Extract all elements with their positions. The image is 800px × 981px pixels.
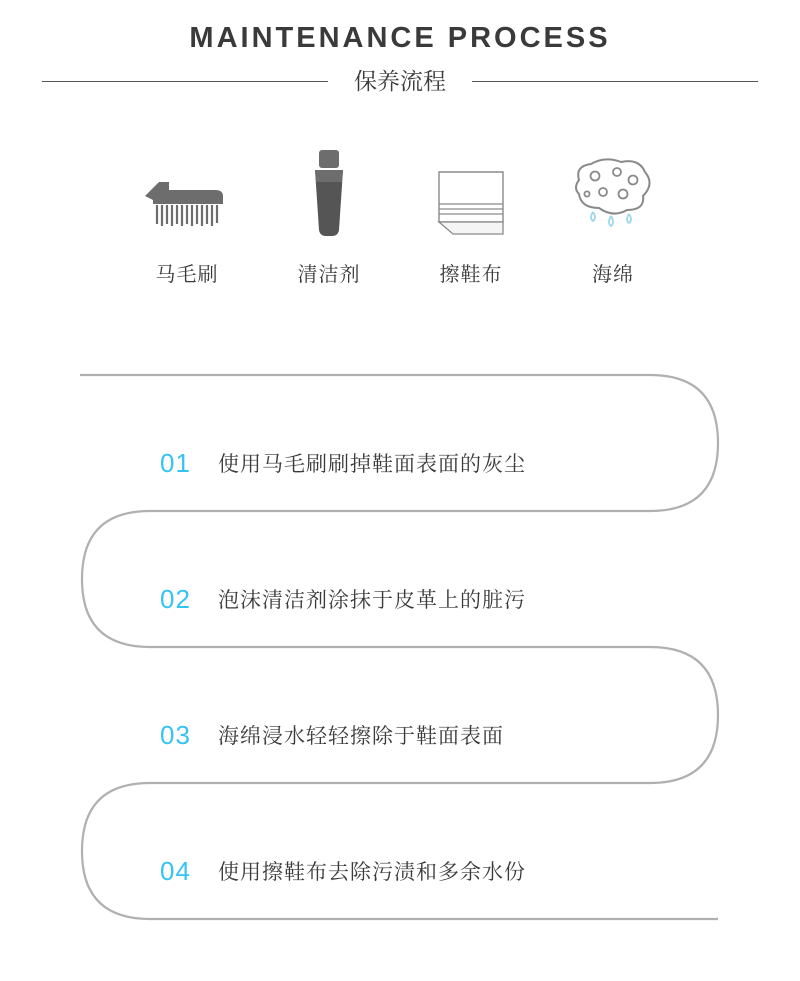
sponge-icon bbox=[565, 144, 661, 240]
step-number: 01 bbox=[160, 447, 191, 478]
tool-item bbox=[258, 144, 400, 287]
tool-item bbox=[116, 144, 258, 287]
step-text: 使用马毛刷刷掉鞋面表面的灰尘 bbox=[218, 453, 526, 476]
steps-section bbox=[0, 367, 800, 927]
brush-icon bbox=[139, 144, 235, 240]
page-header bbox=[0, 0, 800, 96]
cloth-icon bbox=[423, 144, 519, 240]
divider-right bbox=[472, 81, 758, 82]
tool-label: 马毛刷 bbox=[155, 264, 219, 286]
tool-item bbox=[542, 144, 684, 287]
tools-row bbox=[0, 144, 800, 287]
step-row bbox=[160, 579, 526, 619]
step-text: 海绵浸水轻轻擦除于鞋面表面 bbox=[218, 725, 504, 748]
step-row bbox=[160, 715, 504, 755]
page-subtitle: 保养流程 bbox=[354, 68, 446, 94]
step-text: 泡沫清洁剂涂抹于皮革上的脏污 bbox=[218, 589, 526, 612]
step-row bbox=[160, 443, 526, 483]
divider-left bbox=[42, 81, 328, 82]
step-number: 02 bbox=[160, 583, 191, 614]
cleanser-tube-icon bbox=[281, 144, 377, 240]
tool-label: 清洁剂 bbox=[297, 264, 361, 286]
step-row bbox=[160, 851, 526, 891]
page-title: MAINTENANCE PROCESS bbox=[189, 22, 611, 54]
tool-item bbox=[400, 144, 542, 287]
step-text: 使用擦鞋布去除污渍和多余水份 bbox=[218, 861, 526, 884]
tool-label: 擦鞋布 bbox=[439, 264, 503, 286]
step-number: 04 bbox=[160, 855, 191, 886]
step-number: 03 bbox=[160, 719, 191, 750]
tool-label: 海绵 bbox=[592, 264, 634, 286]
subtitle-row bbox=[0, 66, 800, 96]
